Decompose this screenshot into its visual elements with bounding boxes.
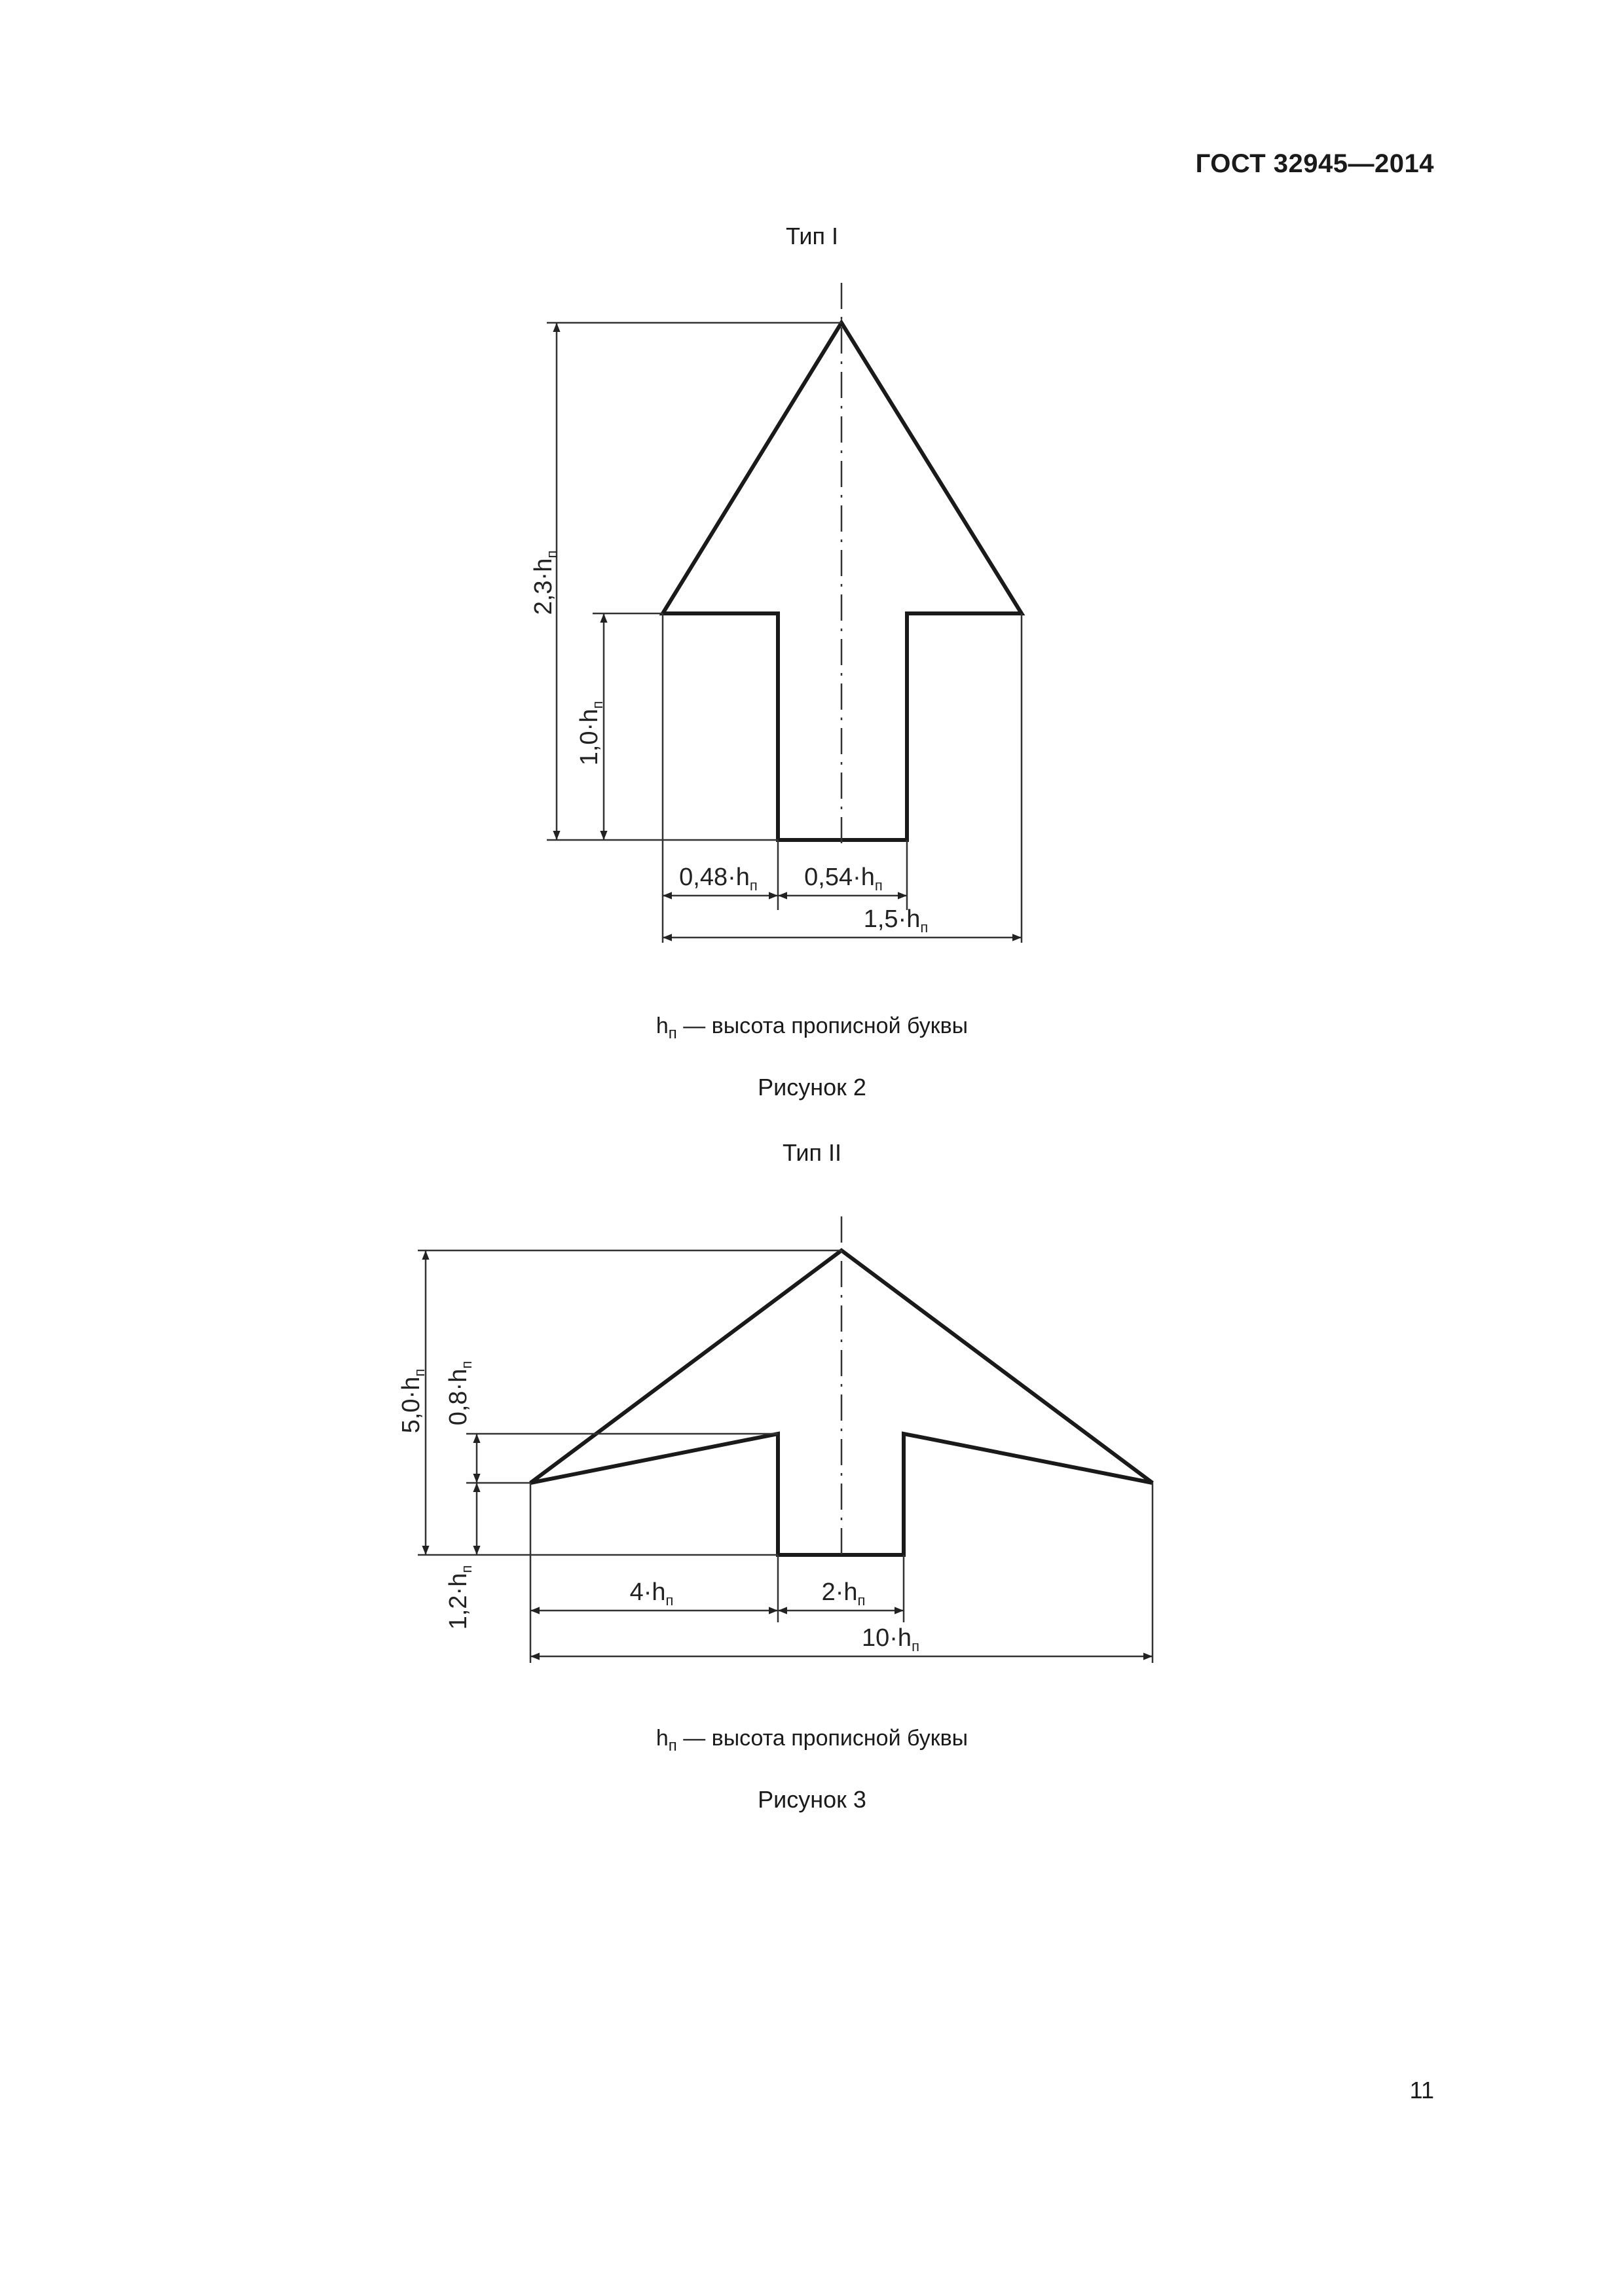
document-code: ГОСТ 32945—2014 — [1195, 149, 1434, 178]
figure2-label-left-width: $0,48\cdot h_п$ — [679, 864, 758, 894]
figure2-label-stem-height: $1,0\cdot h_п$ — [576, 701, 606, 766]
figure2-caption: Рисунок 2 — [758, 1074, 866, 1101]
figure3-label-upper-offset: $0,8\cdot h_п$ — [445, 1360, 475, 1426]
figure2-legend: $h_п$ — высота прописной буквы — [655, 1013, 969, 1042]
figure2-label-total-width: $1,5\cdot h_п$ — [863, 905, 929, 936]
figure3-caption: Рисунок 3 — [758, 1786, 866, 1813]
figure3-label-total-height: $5,0\cdot h_п$ — [397, 1368, 428, 1434]
figure3-drawing — [0, 1178, 1624, 1702]
figure3-legend: $h_п$ — высота прописной буквы — [655, 1726, 969, 1755]
figure2-type-label: Тип I — [785, 223, 838, 249]
figure2-label-total-height: $2,3\cdot h_п$ — [530, 550, 560, 615]
figure3-type-label: Тип II — [782, 1139, 842, 1166]
figure3-label-total-width: $10\cdot h_п$ — [862, 1624, 919, 1654]
page-number: 11 — [1409, 2077, 1434, 2104]
figure3-label-lower-offset: $1,2\cdot h_п$ — [445, 1565, 475, 1630]
figure2-drawing — [0, 0, 1624, 982]
figure3-label-left-width: $4\cdot h_п$ — [629, 1578, 674, 1609]
figure3-label-gap-width: $2\cdot h_п$ — [821, 1578, 866, 1609]
figure2-label-gap-width: $0,54\cdot h_п$ — [804, 864, 883, 894]
